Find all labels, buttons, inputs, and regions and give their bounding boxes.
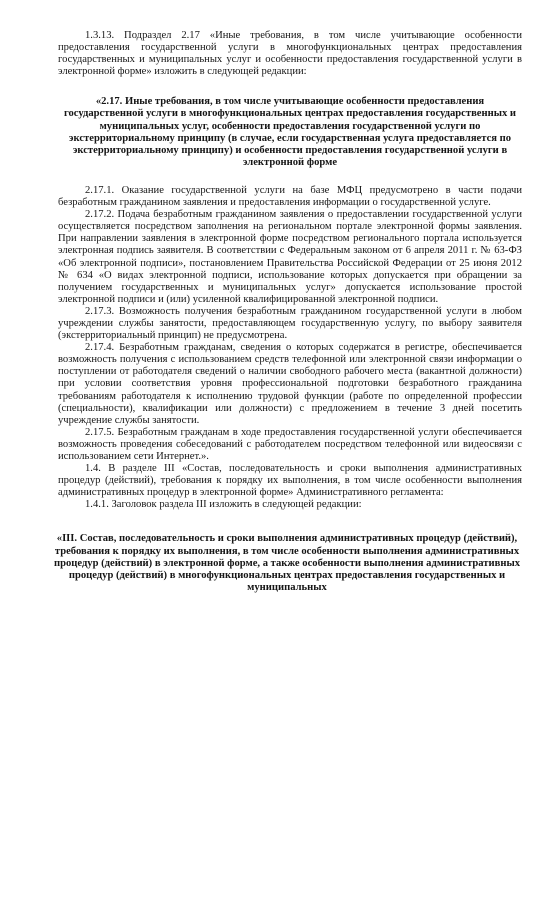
paragraph-1-3-13: 1.3.13. Подраздел 2.17 «Иные требования, в том числе учитывающие особенности предоставления государственной услуги в многофункциональных центрах предоставления государственных и муниципальных услуг и особенности предоставления государственной услуги в электронной форме» изложить в следующей редакции: [58,30,522,78]
spacer [58,78,522,96]
paragraph-1-4: 1.4. В разделе III «Состав, последовательность и сроки выполнения административных процедур (действий), требования к порядку их выполнения, в том числе особенности выполнения административных процедур в электронной форме» Административного регламента: [58,463,522,499]
document-page [53,30,522,594]
paragraph-2-17-3: 2.17.3. Возможность получения безработным гражданином государственной услуги в любом учреждении службы занятости, предоставляющем государственную услугу, по выбору заявителя (экстерриториальный принцип) не предусмотрена. [58,305,522,342]
section-heading-2-17: «2.17. Иные требования, в том числе учитывающие особенности предоставления государственной услуги в многофункциональных центрах предоставления государственных и муниципальных услуг, особенности предоставления государственной услуги по экстерриториальному принципу (в случае, если государственная услуга предоставляется по экстерриториальному принципу) и особенности предоставления государственной услуги в электронной форме [63,96,517,168]
spacer [58,511,522,533]
section-heading-iii: «III. Состав, последовательность и сроки выполнения административных процедур (действий), требования к порядку их выполнения, в том числе особенности выполнения административных процедур (действий) в электронной форме, а также особенности выполнения административных процедур (действий) в многофункциональных центрах предоставления государственных и муниципальных [53,533,521,593]
spacer [58,169,522,185]
paragraph-2-17-2: 2.17.2. Подача безработным гражданином заявления о предоставлении государственной услуги осуществляется посредством заполнения на региональном портале электронной формы заявления. При направлении заявления в электронной форме посредством регионального портала используется электронная подпись заявителя. В соответствии с Федеральным законом от 6 апреля 2011 г. № 63-ФЗ «Об электронной подписи», постановлением Правительства Российской Федерации от 25 июня 2012 № 634 «О видах электронной подписи, использование которых допускается при обращении за получением государственных и муниципальных услуг» допускается использование простой электронной подписи и (или) усиленной квалифицированной электронной подписи. [58,209,522,305]
paragraph-2-17-5: 2.17.5. Безработным гражданам в ходе предоставления государственной услуги обеспечивается возможность проведения собеседований с работодателем посредством телефонной или видеосвязи с использованием сети Интернет.». [58,426,522,462]
paragraph-1-4-1: 1.4.1. Заголовок раздела III изложить в следующей редакции: [85,499,362,511]
paragraph-2-17-1: 2.17.1. Оказание государственной услуги на базе МФЦ предусмотрено в части подачи безработным гражданином заявления и предоставления информации о государственной услуге. [58,184,522,209]
paragraph-2-17-4: 2.17.4. Безработным гражданам, сведения о которых содержатся в регистре, обеспечивается возможность получения с использованием средств телефонной или электронной связи информации о поступлении от работодателя сведений о наличии свободного рабочего места (вакантной должности) при условии соответствия уровня профессиональной подготовки безработного гражданина требованиям работодателя к исполнению трудовой функции (работе по определенной профессии (специальности), квалификации или должности) с предложением в течение 3 дней посетить учреждение службы занятости. [58,342,522,426]
